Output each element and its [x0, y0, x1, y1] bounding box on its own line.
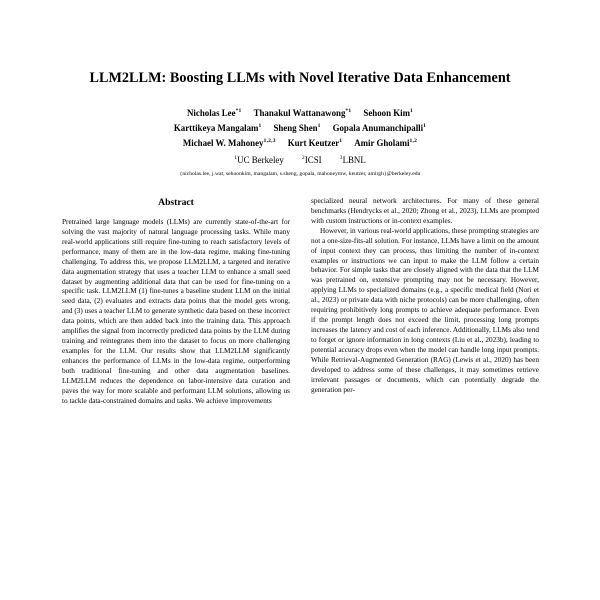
- introduction-body: [311, 197, 539, 395]
- affiliation-name: UC Berkeley: [237, 154, 284, 165]
- author-name: Sheng Shen: [273, 123, 318, 134]
- abstract-body: [62, 218, 290, 407]
- author: [174, 120, 262, 135]
- author-affil-marker: 1: [339, 138, 343, 145]
- author-name: Kurt Keutzer: [287, 138, 340, 149]
- affiliation-name: ICSI: [304, 154, 322, 165]
- author-name: Amir Gholami: [354, 138, 410, 149]
- abstract-heading: Abstract: [158, 197, 194, 208]
- author-line-3: [0, 135, 600, 150]
- author-affil-marker: 1: [410, 108, 413, 115]
- author: [363, 105, 413, 120]
- affiliation: [234, 152, 284, 167]
- author: [288, 135, 343, 150]
- author: [354, 135, 417, 150]
- author-affil-marker: *1: [345, 108, 352, 115]
- author-affil-marker: 1,2: [409, 138, 418, 145]
- author: [183, 135, 276, 150]
- paragraph: Pretrained large language models (LLMs) are currently state-of-the-art for solving the vast majority of natural language processing tasks. While many real-world applications still require fine-tuning to reach satisfactory levels of performance, many of them are in the low-data regime, making fine-tuning challenging. To address this, we propose LLM2LLM, a targeted and iterative data augmentation strategy that uses a teacher LLM to enhance a small seed dataset by augmenting additional data that can be used for fine-tuning on a specific task. LLM2LLM (1) fine-tunes a baseline student LLM on the initial seed data, (2) evaluates and extracts data points that the model gets wrong, and (3) uses a teacher LLM to generate synthetic data based on these incorrect data points, which are then added back into the training data. This approach amplifies the signal from incorrectly predicted data points by the LLM during training and reintegrates them into the dataset to focus on more challenging examples for the LLM. Our results show that LLM2LLM significantly enhances the performance of LLMs in the low-data regime, outperforming both traditional fine-tuning and other data augmentation baselines. LLM2LLM reduces the dependence on labor-intensive data curation and paves the way for more scalable and performant LLM solutions, allowing us to tackle data-constrained domains and tasks. We achieve improvements: [62, 218, 290, 405]
- affiliation-marker: 2: [301, 154, 305, 161]
- paragraph: However, in various real-world applications, these prompting strategies are not a one-size-fits-all solution. For instance, LLMs have a limit on the amount of input context they can process, thus limiting the number of in-context examples or instructions we can input to make the LLM follow a certain behavior. For simple tasks that are closely aligned with the data that the LLM was pretrained on, extensive prompting may not be necessary. However, applying LLMs to specialized domains (e.g., a specific medical field (Nori et al., 2023) or private data with niche protocols) can be more challenging, often requiring prohibitively long prompts to achieve adequate performance. Even if the prompt length does not exceed the limit, processing long prompts increases the latency and cost of each inference. Additionally, LLMs also tend to forget or ignore information in long contexts (Liu et al., 2023b), leading to potential accuracy drops even when the model can handle long input prompts. While Retrieval-Augmented Generation (RAG) (Lewis et al., 2020) has been developed to address some of these challenges, it may sometimes retrieve irrelevant passages or documents, which can potentially degrade the generation per-: [311, 226, 539, 394]
- author-emails: {nicholas.lee, j.wat, sehoonkim, mangalam, s.sheng, gopala, mahoneymw, keutzer, amirgh}@berkeley.edu: [179, 170, 421, 177]
- affiliation-name: LBNL: [342, 154, 366, 165]
- affiliation-list: [0, 152, 600, 167]
- paragraph: specialized neural network architectures. For many of these general benchmarks (Hendrycks et al., 2020; Zhong et al., 2023), LLMs are prompted with custom instructions or in-context examples.: [311, 197, 539, 225]
- author: [273, 120, 320, 135]
- author: [187, 105, 242, 120]
- author-affil-marker: 1: [423, 123, 427, 130]
- affiliation: [340, 152, 366, 167]
- author-affil-marker: 1,2,3: [263, 138, 276, 145]
- author-name: Gopala Anumanchipalli: [332, 123, 424, 134]
- left-column: [62, 197, 290, 407]
- page-title: LLM2LLM: Boosting LLMs with Novel Iterative Data Enhancement: [89, 70, 511, 86]
- author-line-2: [0, 120, 600, 135]
- author: [333, 120, 427, 135]
- two-column-body: [62, 197, 539, 407]
- author-affil-marker: 1: [317, 123, 321, 130]
- author-affil-marker: 1: [258, 123, 262, 130]
- author-name: Karttikeya Mangalam: [173, 123, 259, 134]
- affiliation-marker: 3: [339, 154, 343, 161]
- author-name: Nicholas Lee: [187, 108, 236, 118]
- affiliation-marker: 1: [234, 154, 238, 161]
- author-name: Michael W. Mahoney: [182, 138, 264, 149]
- author: [254, 105, 352, 120]
- right-column: [311, 197, 539, 407]
- title-block: [0, 0, 600, 178]
- affiliation: [302, 152, 322, 167]
- author-line-1: [0, 105, 600, 120]
- author-name: Sehoon Kim: [363, 108, 410, 118]
- author-name: Thanakul Wattanawong: [253, 108, 346, 118]
- author-affil-marker: *1: [235, 108, 242, 115]
- author-list: [0, 105, 600, 151]
